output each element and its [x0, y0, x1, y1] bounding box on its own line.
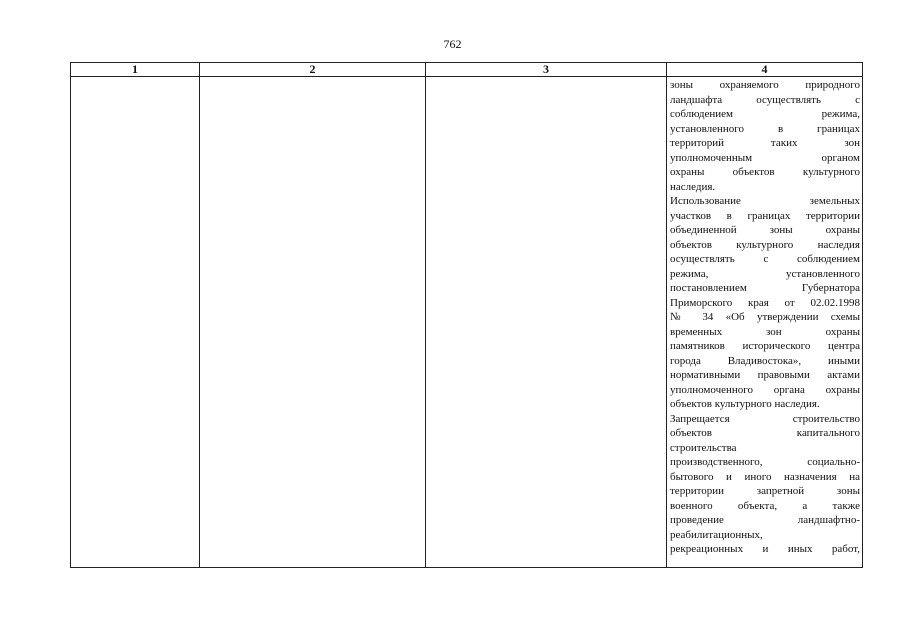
text-line: объединенной зоны охраны: [670, 224, 860, 236]
text-line: города Владивостока», иными: [670, 354, 860, 367]
cell-column-1: [71, 77, 200, 568]
text-line: соблюдением режима,: [670, 108, 860, 120]
text-line: объектов культурного наследия.: [670, 398, 820, 410]
page-number: 762: [443, 37, 462, 51]
text-line: Использование земельных: [670, 195, 860, 207]
text-line: территории запретной зоны: [670, 485, 860, 497]
text-line: производственного, социально-: [670, 456, 860, 468]
text-line: охраны объектов культурного: [670, 166, 860, 178]
table-header-row: [71, 63, 863, 77]
cell-column-4: [667, 77, 863, 568]
document-table: [70, 62, 863, 568]
text-line: военного объекта, а также: [670, 499, 860, 512]
text-line: реабилитационных,: [670, 528, 763, 541]
text-line: объектов капитального: [670, 427, 860, 439]
text-line: уполномоченного органа охраны: [670, 383, 860, 396]
text-line: ландшафта осуществлять с: [670, 93, 860, 106]
text-line: режима, установленного: [670, 267, 860, 280]
text-line: проведение ландшафтно-: [670, 514, 860, 526]
column-header-4: 4: [667, 63, 863, 77]
text-line: наследия.: [670, 180, 716, 193]
text-line: Приморского края от 02.02.1998: [670, 296, 860, 309]
text-line: постановлением Губернатора: [670, 282, 860, 294]
column-header-3: 3: [426, 63, 667, 77]
text-line: № 34 «Об утверждении схемы: [670, 311, 860, 323]
cell-column-3: [426, 77, 667, 568]
text-line: установленного в границах: [670, 122, 860, 135]
text-line: памятников исторического центра: [670, 340, 860, 352]
column-header-2: 2: [200, 63, 426, 77]
text-line: бытового и иного назначения на: [670, 470, 860, 483]
text-line: Запрещается строительство: [670, 412, 860, 425]
column-header-1: 1: [71, 63, 200, 77]
text-line: осуществлять с соблюдением: [670, 253, 860, 265]
text-line: рекреационных и иных работ,: [670, 543, 860, 555]
table-row: [71, 77, 863, 568]
text-line: строительства: [670, 441, 737, 454]
text-line: территорий таких зон: [670, 137, 860, 149]
text-line: временных зон охраны: [670, 325, 860, 338]
text-line: зоны охраняемого природного: [670, 79, 860, 91]
text-line: объектов культурного наследия: [670, 238, 860, 251]
text-line: уполномоченным органом: [670, 151, 860, 164]
text-line: участков в границах территории: [670, 209, 860, 222]
cell-column-2: [200, 77, 426, 568]
text-line: нормативными правовыми актами: [670, 369, 860, 381]
